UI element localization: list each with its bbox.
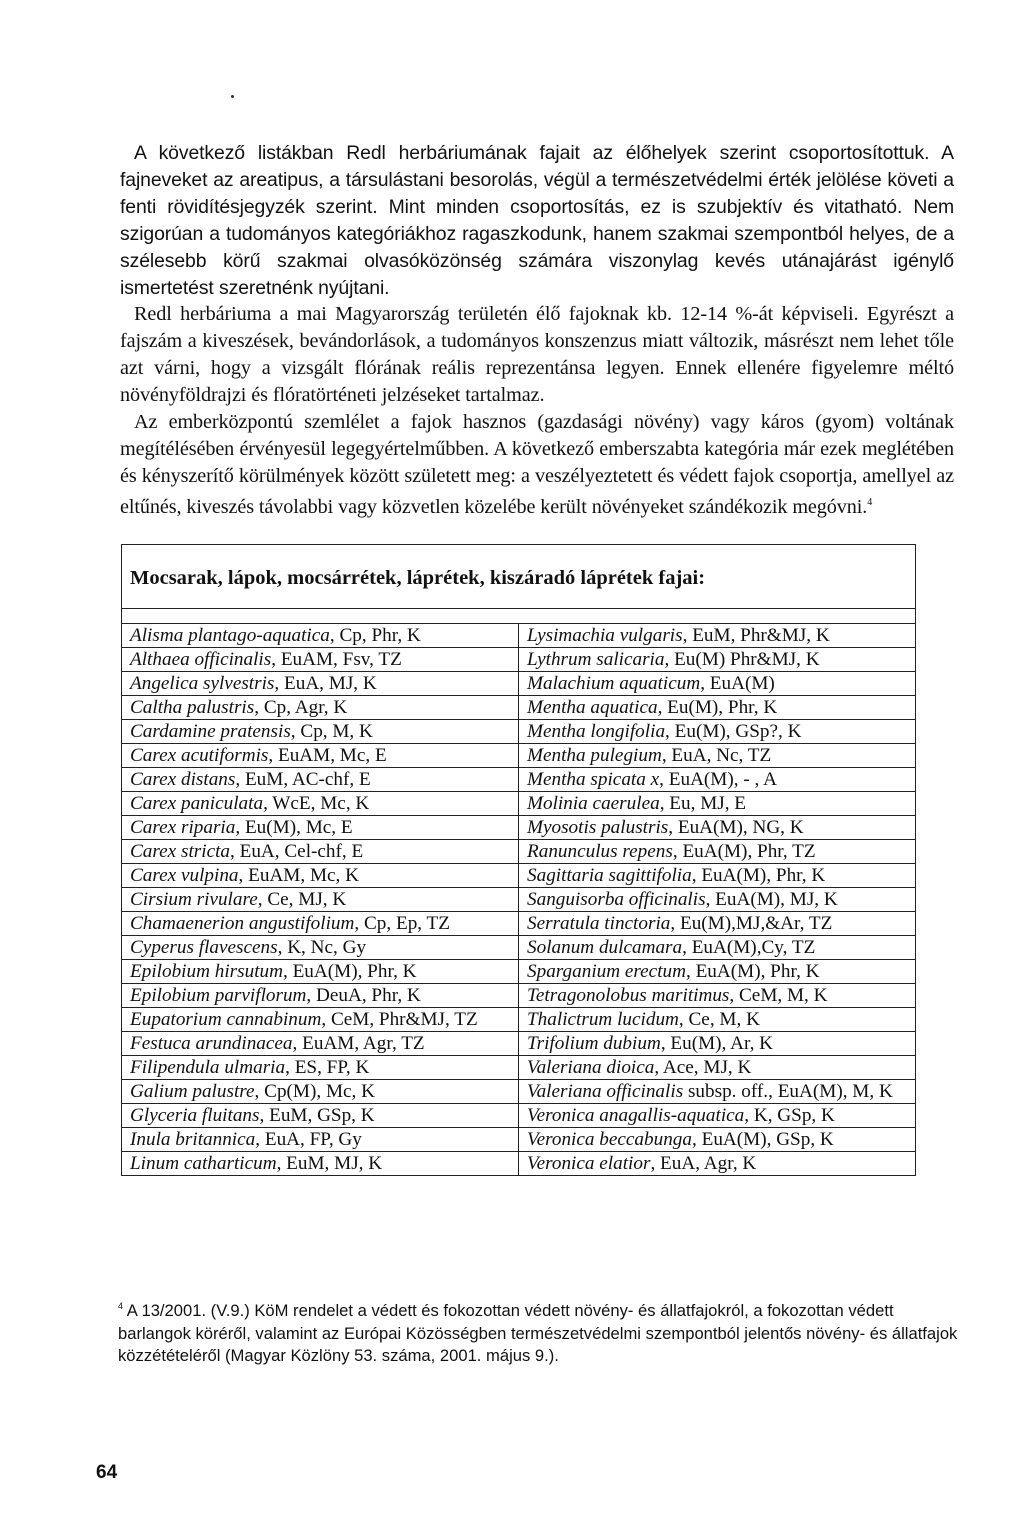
species-cell bbox=[519, 1032, 916, 1056]
species-name: Myosotis palustris bbox=[527, 817, 669, 838]
species-attributes: , EuA, Agr, K bbox=[650, 1153, 757, 1174]
footnote-reference[interactable]: 4 bbox=[867, 496, 873, 508]
species-name: Festuca arundinacea bbox=[130, 1033, 293, 1054]
species-name: Lythrum salicaria bbox=[527, 649, 665, 670]
species-attributes: , EuAM, Fsv, TZ bbox=[271, 649, 402, 670]
species-cell bbox=[519, 768, 916, 792]
table-row bbox=[122, 744, 916, 768]
species-name: Angelica sylvestris bbox=[130, 673, 275, 694]
species-name: Carex stricta bbox=[130, 841, 231, 862]
species-cell bbox=[519, 960, 916, 984]
paragraph-protected bbox=[120, 409, 954, 521]
species-name: Malachium aquaticum bbox=[527, 673, 701, 694]
species-cell bbox=[122, 912, 519, 936]
species-attributes: , EuAM, Mc, E bbox=[268, 745, 387, 766]
table-row bbox=[122, 1128, 916, 1152]
species-name: Carex vulpina bbox=[130, 865, 239, 886]
species-name: Cardamine pratensis bbox=[130, 721, 291, 742]
species-attributes: , Eu(M), GSp?, K bbox=[665, 721, 802, 742]
table-row bbox=[122, 984, 916, 1008]
species-attributes: , Eu(M), Phr, K bbox=[657, 697, 778, 718]
species-name: Valeriana officinalis bbox=[527, 1081, 684, 1102]
species-attributes: , EuM, Phr&MJ, K bbox=[682, 625, 830, 646]
species-name: Veronica anagallis-aquatica bbox=[527, 1105, 745, 1126]
species-attributes: , EuA, MJ, K bbox=[274, 673, 377, 694]
species-attributes: , EuA(M),Cy, TZ bbox=[682, 937, 816, 958]
species-name: Eupatorium cannabinum bbox=[130, 1009, 322, 1030]
species-attributes: , CeM, M, K bbox=[729, 985, 828, 1006]
species-name: Trifolium dubium bbox=[527, 1033, 661, 1054]
species-name: Caltha palustris bbox=[130, 697, 255, 718]
species-attributes: , EuA(M), Phr, K bbox=[685, 961, 820, 982]
species-cell bbox=[122, 1008, 519, 1032]
species-name: Mentha spicata x bbox=[527, 769, 660, 790]
species-attributes: , Eu(M) Phr&MJ, K bbox=[664, 649, 820, 670]
species-cell bbox=[519, 744, 916, 768]
table-row bbox=[122, 696, 916, 720]
species-cell bbox=[519, 792, 916, 816]
species-cell bbox=[122, 1152, 519, 1176]
species-cell bbox=[519, 720, 916, 744]
species-attributes: , Eu(M), Mc, E bbox=[235, 817, 353, 838]
species-attributes: , EuA(M), Phr, TZ bbox=[672, 841, 816, 862]
species-cell bbox=[519, 1056, 916, 1080]
species-cell bbox=[122, 648, 519, 672]
species-cell bbox=[122, 888, 519, 912]
species-attributes: , Cp, Ep, TZ bbox=[354, 913, 450, 934]
species-attributes: , Eu(M), Ar, K bbox=[660, 1033, 774, 1054]
species-cell bbox=[122, 840, 519, 864]
species-attributes: , EuM, GSp, K bbox=[259, 1105, 375, 1126]
species-cell bbox=[122, 1080, 519, 1104]
species-attributes: , Cp(M), Mc, K bbox=[254, 1081, 375, 1102]
table-row bbox=[122, 840, 916, 864]
species-attributes: , EuA(M), MJ, K bbox=[705, 889, 838, 910]
species-name: Tetragonolobus maritimus bbox=[527, 985, 730, 1006]
species-attributes: , Cp, M, K bbox=[290, 721, 373, 742]
species-attributes: , EuA(M), NG, K bbox=[668, 817, 804, 838]
species-attributes: , EuM, AC-chf, E bbox=[235, 769, 371, 790]
species-cell bbox=[122, 816, 519, 840]
species-name: Mentha aquatica bbox=[527, 697, 658, 718]
species-cell bbox=[122, 624, 519, 648]
species-cell bbox=[519, 1152, 916, 1176]
table-row bbox=[122, 768, 916, 792]
species-cell bbox=[519, 984, 916, 1008]
species-cell bbox=[519, 912, 916, 936]
species-name: Sparganium erectum bbox=[527, 961, 686, 982]
species-attributes: , Ce, MJ, K bbox=[257, 889, 347, 910]
species-cell bbox=[519, 696, 916, 720]
species-cell bbox=[122, 792, 519, 816]
species-cell bbox=[122, 960, 519, 984]
species-name: Epilobium hirsutum bbox=[130, 961, 283, 982]
species-cell bbox=[519, 864, 916, 888]
species-attributes: , Ce, M, K bbox=[678, 1009, 760, 1030]
species-name: Glyceria fluitans bbox=[130, 1105, 260, 1126]
species-cell bbox=[122, 1128, 519, 1152]
species-name: Mentha pulegium bbox=[527, 745, 662, 766]
table-row bbox=[122, 1008, 916, 1032]
species-attributes: , Eu(M),MJ,&Ar, TZ bbox=[670, 913, 833, 934]
body-text bbox=[120, 140, 954, 521]
species-cell bbox=[519, 1080, 916, 1104]
stray-dot-mark bbox=[231, 95, 234, 98]
species-cell bbox=[519, 936, 916, 960]
species-attributes: , EuA(M), - , A bbox=[659, 769, 777, 790]
species-attributes: , WcE, Mc, K bbox=[263, 793, 370, 814]
species-attributes: , K, GSp, K bbox=[744, 1105, 835, 1126]
paragraph-intro: A következő listákban Redl herbáriumának fajait az élőhelyek szerint csoportosítottuk. A fajneveket az areatipus, a társulástani besorolás, végül a természetvédelmi érték jelölése követi a fenti rövidítésjegyzék szerint. Mint minden csoportosítás, ez is szubjektív és vitatható. Nem szigorúan a tudományos kategóriákhoz ragaszkodunk, hanem szakmai szempontból helyes, de a szélesebb körű szakmai olvasóközönség számára viszonylag kevés utánajárást igénylő ismertetést szeretnénk nyújtani. bbox=[120, 142, 954, 299]
species-attributes: , EuA, Cel-chf, E bbox=[230, 841, 364, 862]
species-name: Cyperus flavescens bbox=[130, 937, 278, 958]
species-name: Inula britannica bbox=[130, 1129, 256, 1150]
page-number: 64 bbox=[96, 1462, 118, 1483]
species-name: Epilobium parviflorum bbox=[130, 985, 307, 1006]
species-cell bbox=[519, 816, 916, 840]
species-cell bbox=[519, 648, 916, 672]
table-spacer bbox=[122, 609, 916, 624]
species-attributes: subsp. off., EuA(M), M, K bbox=[683, 1081, 893, 1102]
table-row bbox=[122, 912, 916, 936]
species-attributes: , EuAM, Mc, K bbox=[238, 865, 359, 886]
species-attributes: , EuA(M) bbox=[700, 673, 775, 694]
species-attributes: , CeM, Phr&MJ, TZ bbox=[321, 1009, 478, 1030]
species-name: Valeriana dioica bbox=[527, 1057, 655, 1078]
species-name: Solanum dulcamara bbox=[527, 937, 683, 958]
table-row bbox=[122, 888, 916, 912]
species-attributes: , EuA(M), GSp, K bbox=[692, 1129, 834, 1150]
species-name: Cirsium rivulare bbox=[130, 889, 258, 910]
footnote-text: A 13/2001. (V.9.) KöM rendelet a védett és fokozottan védett növény- és állatfajokról, a fokozottan védett barlangok köréről, valamint az Európai Közösségben természetvédelmi szempontból jelentős növény- és állatfajok közzétételéről (Magyar Közlöny 53. száma, 2001. május 9.). bbox=[118, 1301, 958, 1366]
table-row bbox=[122, 720, 916, 744]
species-name: Filipendula ulmaria bbox=[130, 1057, 286, 1078]
species-name: Veronica elatior bbox=[527, 1153, 651, 1174]
species-name: Galium palustre bbox=[130, 1081, 255, 1102]
species-name: Carex paniculata bbox=[130, 793, 264, 814]
species-cell bbox=[519, 1128, 916, 1152]
table-row bbox=[122, 1104, 916, 1128]
species-cell bbox=[519, 624, 916, 648]
species-cell bbox=[122, 936, 519, 960]
species-cell bbox=[122, 720, 519, 744]
paragraph-protected-text: Az emberközpontú szemlélet a fajok hasznos (gazdasági növény) vagy káros (gyom) voltának megítélésében érvényesül legegyértelműbben. A következő emberszabta kategória már ezek meglétében és kényszerítő körülmények között született meg: a veszélyeztetett és védett fajok csoportja, amellyel az eltűnés, kiveszés távolabbi vagy közvetlen közelébe került növényeket szándékozik megóvni. bbox=[120, 411, 954, 518]
species-attributes: , EuAM, Agr, TZ bbox=[292, 1033, 425, 1054]
species-cell bbox=[122, 744, 519, 768]
species-name: Serratula tinctoria bbox=[527, 913, 671, 934]
species-attributes: , EuA(M), Phr, K bbox=[691, 865, 826, 886]
table-row bbox=[122, 936, 916, 960]
table-row bbox=[122, 624, 916, 648]
species-cell bbox=[122, 672, 519, 696]
species-cell bbox=[122, 696, 519, 720]
species-table bbox=[121, 544, 916, 1176]
species-cell bbox=[519, 888, 916, 912]
paragraph-herbarium: Redl herbáriuma a mai Magyarország területén élő fajoknak kb. 12-14 %-át képviseli. Egyrészt a fajszám a kiveszések, bevándorlások, a tudományos konszenzus miatt változik, másrészt nem lehet tőle azt várni, hogy a vizsgált flórának reális reprezentánsa legyen. Ennek ellenére figyelemre méltó növényföldrajzi és flóratörténeti jelzéseket tartalmaz. bbox=[120, 303, 954, 407]
species-name: Linum catharticum bbox=[130, 1153, 277, 1174]
species-attributes: , EuA, Nc, TZ bbox=[661, 745, 772, 766]
table-row bbox=[122, 1032, 916, 1056]
species-name: Veronica beccabunga bbox=[527, 1129, 692, 1150]
species-name: Mentha longifolia bbox=[527, 721, 666, 742]
species-name: Carex distans bbox=[130, 769, 236, 790]
species-cell bbox=[122, 1104, 519, 1128]
species-cell bbox=[122, 1056, 519, 1080]
table-title: Mocsarak, lápok, mocsárrétek, láprétek, kiszáradó láprétek fajai: bbox=[122, 545, 916, 609]
species-attributes: , DeuA, Phr, K bbox=[306, 985, 421, 1006]
species-name: Sanguisorba officinalis bbox=[527, 889, 706, 910]
species-attributes: , EuM, MJ, K bbox=[276, 1153, 383, 1174]
table-row bbox=[122, 672, 916, 696]
species-name: Lysimachia vulgaris bbox=[527, 625, 683, 646]
footnote bbox=[118, 1295, 960, 1368]
footnote-mark: 4 bbox=[118, 1301, 124, 1311]
species-cell bbox=[519, 840, 916, 864]
species-cell bbox=[122, 768, 519, 792]
species-name: Carex riparia bbox=[130, 817, 236, 838]
species-cell bbox=[519, 1104, 916, 1128]
species-cell bbox=[122, 984, 519, 1008]
table-row bbox=[122, 816, 916, 840]
species-attributes: , Eu, MJ, E bbox=[659, 793, 747, 814]
species-name: Molinia caerulea bbox=[527, 793, 660, 814]
species-cell bbox=[122, 864, 519, 888]
species-attributes: , ES, FP, K bbox=[285, 1057, 370, 1078]
species-name: Thalictrum lucidum bbox=[527, 1009, 679, 1030]
species-attributes: , K, Nc, Gy bbox=[277, 937, 367, 958]
species-cell bbox=[122, 1032, 519, 1056]
table-row bbox=[122, 1152, 916, 1176]
table-row bbox=[122, 1056, 916, 1080]
species-cell bbox=[519, 672, 916, 696]
table-row bbox=[122, 648, 916, 672]
species-cell bbox=[519, 1008, 916, 1032]
species-name: Ranunculus repens bbox=[527, 841, 673, 862]
table-row bbox=[122, 1080, 916, 1104]
table-row bbox=[122, 960, 916, 984]
species-attributes: , Ace, MJ, K bbox=[654, 1057, 752, 1078]
species-name: Sagittaria sagittifolia bbox=[527, 865, 692, 886]
species-attributes: , Cp, Agr, K bbox=[254, 697, 348, 718]
table-row bbox=[122, 864, 916, 888]
species-name: Carex acutiformis bbox=[130, 745, 269, 766]
species-name: Alisma plantago-aquatica bbox=[130, 625, 330, 646]
species-name: Chamaenerion angustifolium bbox=[130, 913, 355, 934]
species-attributes: , EuA(M), Phr, K bbox=[282, 961, 417, 982]
species-name: Althaea officinalis bbox=[130, 649, 272, 670]
table-row bbox=[122, 792, 916, 816]
species-attributes: , Cp, Phr, K bbox=[329, 625, 421, 646]
species-attributes: , EuA, FP, Gy bbox=[255, 1129, 362, 1150]
